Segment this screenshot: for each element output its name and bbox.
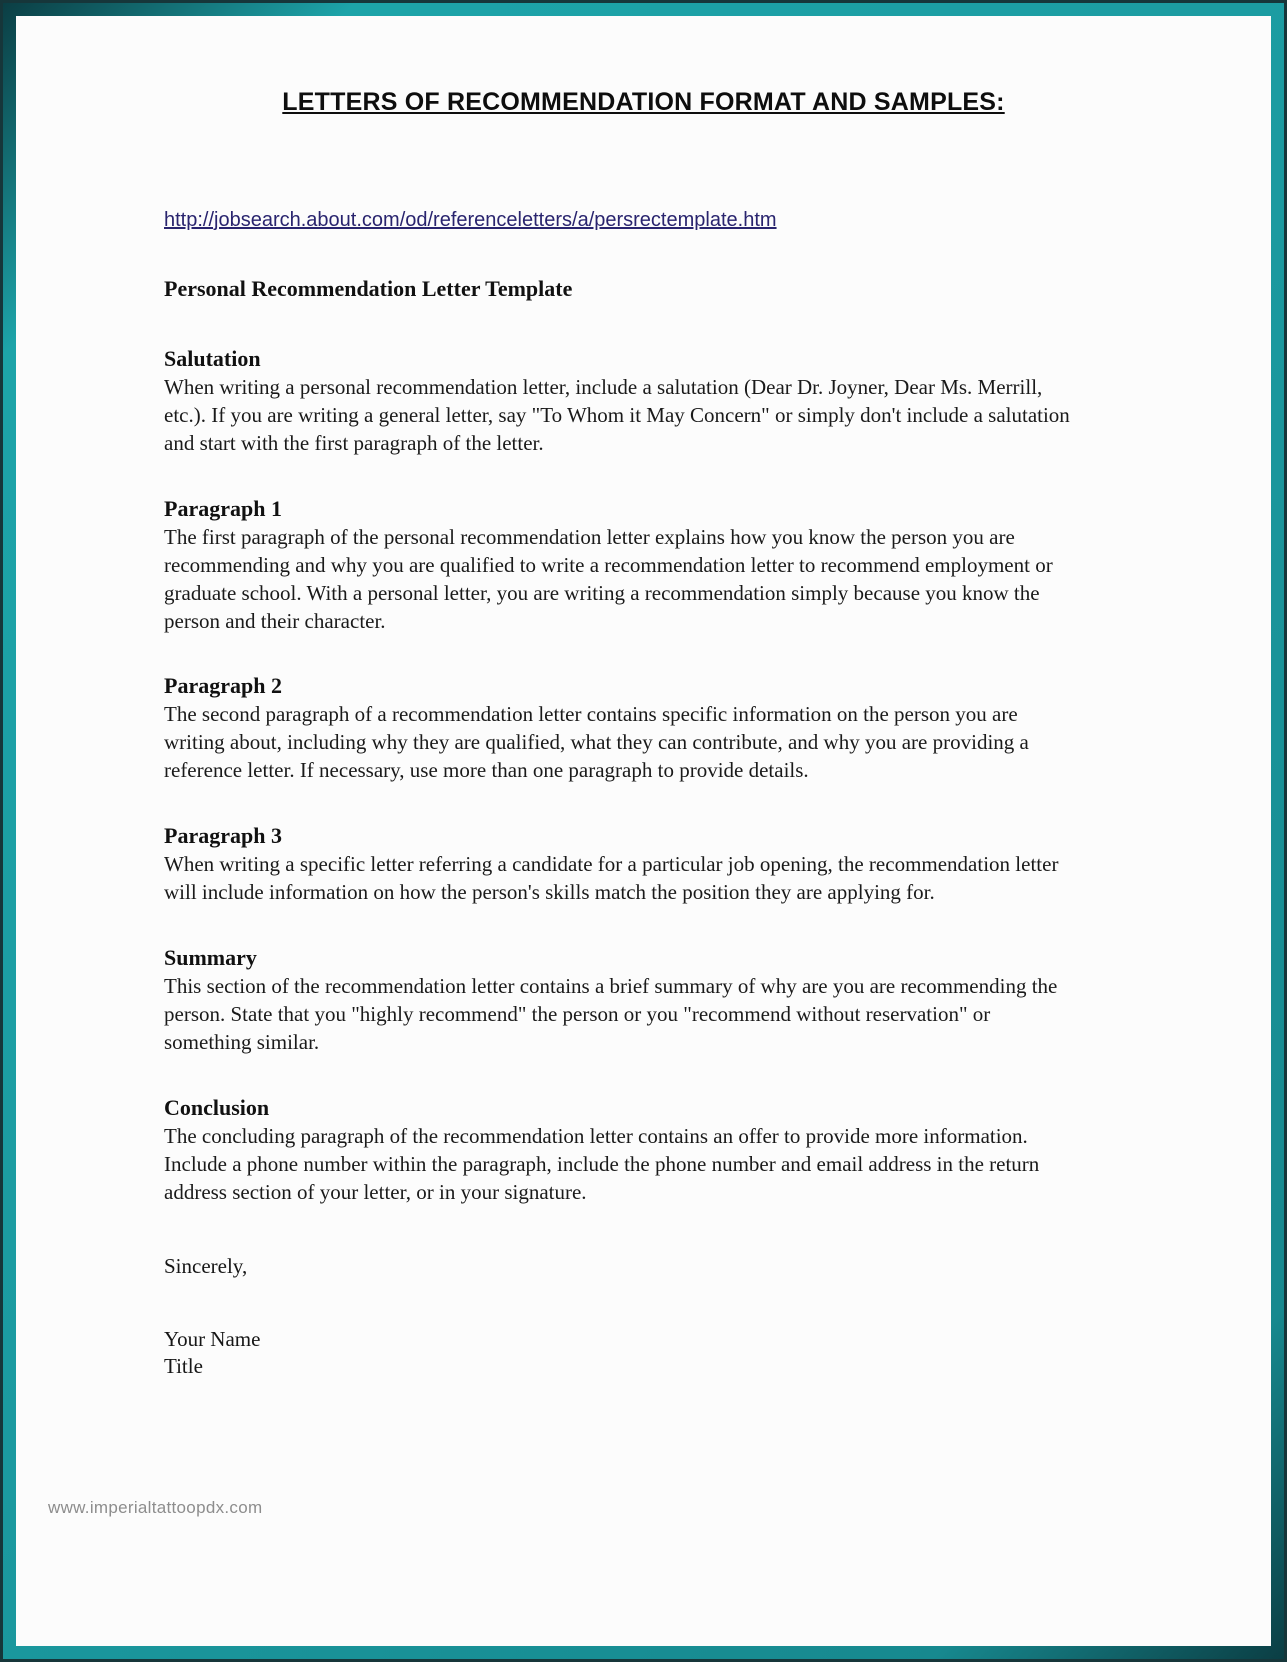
section-body: When writing a personal recommendation letter, include a salutation (Dear Dr. Joyner, Dear Ms. Merrill, etc.). If you are writing a general letter, say "To Whom it May Concern" or simply don't include a salutation and start with the first paragraph of the letter. [164,375,1070,455]
document-title: LETTERS OF RECOMMENDATION FORMAT AND SAMPLES: [282,88,1005,116]
section-body: This section of the recommendation letter contains a brief summary of why are you are recommending the person. State that you "highly recommend" the person or you "recommend without reservation" or something similar. [164,974,1058,1054]
section-heading: Conclusion [164,1094,270,1120]
section-paragraph-3 [164,823,1123,907]
source-url-link[interactable]: http://jobsearch.about.com/od/referenceletters/a/persrectemplate.htm [164,209,777,231]
section-heading: Salutation [164,346,261,371]
section-body: The second paragraph of a recommendation letter contains specific information on the person you are writing about, including why they are qualified, what they can contribute, and why you are providing a reference letter. If necessary, use more than one paragraph to provide details. [164,702,1029,783]
section-paragraph-2 [164,673,1123,785]
closing-sign-off: Sincerely, [164,1253,248,1278]
section-paragraph-1 [164,496,1123,636]
section-body: The first paragraph of the personal recommendation letter explains how you know the person you are recommending and why you are qualified to write a recommendation letter to recommend employment or graduate school. With a personal letter, you are writing a recommendation simply because you know the person and their character. [164,524,1053,633]
document-page [16,16,1271,1646]
section-heading: Paragraph 3 [164,823,282,849]
section-heading: Paragraph 2 [164,673,282,699]
section-salutation [164,346,1123,458]
section-body: When writing a specific letter referring a candidate for a particular job opening, the recommendation letter will include information on how the person's skills match the position they are applying for. [164,852,1059,905]
closing-title: Title [164,1354,203,1379]
closing-name: Your Name [164,1326,261,1351]
watermark-url: www.imperialtattoopdx.com [48,1498,263,1517]
letter-closing [164,1253,1123,1381]
document-subtitle: Personal Recommendation Letter Template [164,276,573,301]
section-heading: Paragraph 1 [164,495,282,521]
section-conclusion [164,1095,1123,1207]
section-heading: Summary [164,945,257,971]
section-body: The concluding paragraph of the recommendation letter contains an offer to provide more information. Include a phone number within the paragraph, include the phone number and email address in the return address section of your letter, or in your signature. [164,1123,1040,1204]
section-summary [164,945,1123,1057]
